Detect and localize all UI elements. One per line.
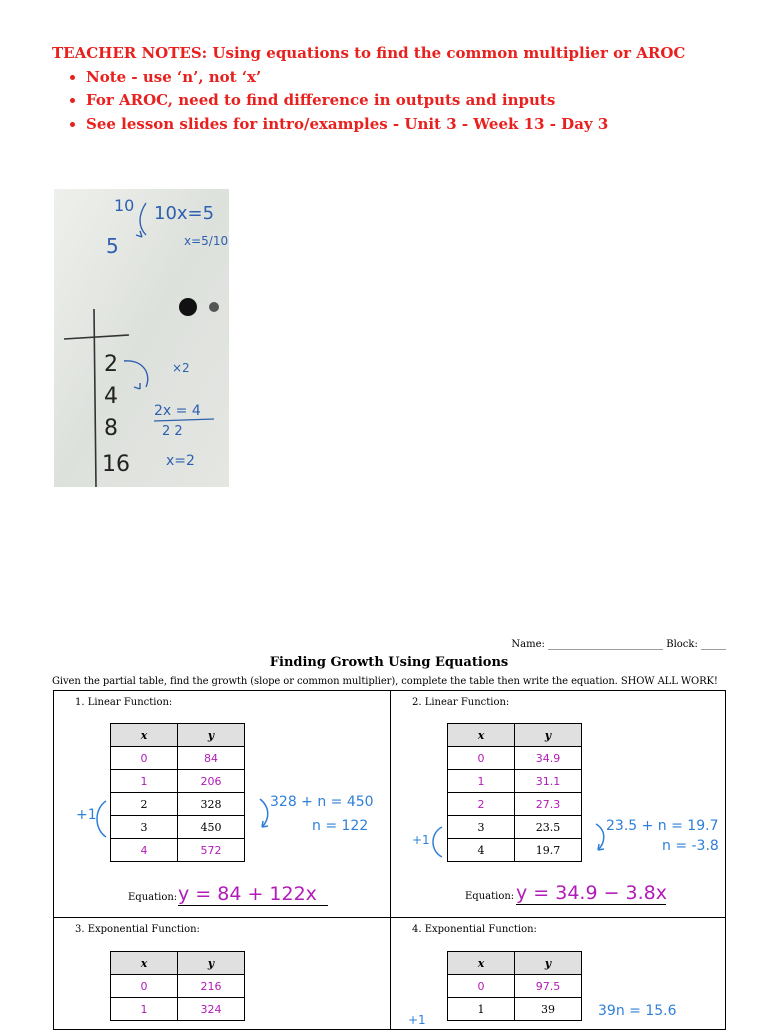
table-cell: 27.3 bbox=[515, 793, 582, 816]
wb-text: 8 bbox=[104, 416, 118, 441]
table-cell: 97.5 bbox=[515, 975, 582, 998]
table-cell: 0 bbox=[448, 975, 515, 998]
worksheet-title: Finding Growth Using Equations bbox=[269, 655, 509, 670]
table-cell: 3 bbox=[111, 816, 178, 839]
work-line: n = 122 bbox=[312, 818, 369, 834]
grid-divider-horizontal bbox=[54, 917, 725, 918]
wb-text: 10 bbox=[114, 196, 135, 215]
table-cell: 0 bbox=[448, 747, 515, 770]
table-cell: 1 bbox=[448, 998, 515, 1021]
table-cell: 216 bbox=[178, 975, 245, 998]
table-cell: 206 bbox=[178, 770, 245, 793]
problem-2-table bbox=[447, 723, 582, 862]
bracket-icon bbox=[92, 799, 108, 839]
col-header-y: y bbox=[515, 724, 582, 747]
col-header-x: x bbox=[111, 724, 178, 747]
wb-text: 16 bbox=[102, 452, 130, 477]
wb-text: x=5/10 bbox=[184, 234, 229, 248]
wb-text: ×2 bbox=[172, 361, 190, 375]
table-cell: 572 bbox=[178, 839, 245, 862]
step-note: +1 bbox=[76, 807, 97, 823]
whiteboard-photo bbox=[54, 189, 229, 487]
problem-1-label: 1. Linear Function: bbox=[75, 697, 173, 708]
table-cell: 2 bbox=[111, 793, 178, 816]
col-header-x: x bbox=[448, 952, 515, 975]
wb-text: 5 bbox=[106, 234, 119, 258]
step-note: +1 bbox=[408, 1013, 426, 1027]
work-line: n = -3.8 bbox=[662, 838, 719, 854]
wb-text: 10x=5 bbox=[154, 203, 215, 224]
table-cell: 450 bbox=[178, 816, 245, 839]
table-cell: 84 bbox=[178, 747, 245, 770]
note-bullet: • For AROC, need to find difference in outputs and inputs bbox=[86, 89, 752, 113]
work-line: 328 + n = 450 bbox=[270, 794, 374, 810]
bracket-icon bbox=[428, 825, 444, 859]
wb-text: x=2 bbox=[166, 453, 195, 469]
problem-2-label: 2. Linear Function: bbox=[412, 697, 510, 708]
problem-1-table bbox=[110, 723, 245, 862]
col-header-x: x bbox=[111, 952, 178, 975]
col-header-y: y bbox=[178, 724, 245, 747]
table-cell: 328 bbox=[178, 793, 245, 816]
table-cell: 23.5 bbox=[515, 816, 582, 839]
name-block-line: Name: _______________________ Block: _____ bbox=[511, 639, 726, 650]
wb-text: 2 2 bbox=[162, 424, 183, 439]
table-cell: 1 bbox=[448, 770, 515, 793]
work-line: 23.5 + n = 19.7 bbox=[606, 818, 719, 834]
teacher-notes-list bbox=[52, 66, 752, 137]
worksheet-instructions: Given the partial table, find the growth (slope or common multiplier), complete the table then write the equation. SHOW ALL WORK! bbox=[52, 676, 718, 687]
work-line: 39n = 15.6 bbox=[598, 1003, 677, 1019]
whiteboard-drawing bbox=[54, 189, 229, 487]
problem-4-label: 4. Exponential Function: bbox=[412, 924, 537, 935]
problem-3-label: 3. Exponential Function: bbox=[75, 924, 200, 935]
note-bullet: • See lesson slides for intro/examples - Unit 3 - Week 13 - Day 3 bbox=[86, 113, 752, 137]
equation-label: Equation: bbox=[128, 892, 178, 903]
table-cell: 19.7 bbox=[515, 839, 582, 862]
table-cell: 0 bbox=[111, 975, 178, 998]
table-cell: 324 bbox=[178, 998, 245, 1021]
table-cell: 1 bbox=[111, 770, 178, 793]
table-cell: 0 bbox=[111, 747, 178, 770]
step-note: +1 bbox=[412, 833, 430, 847]
table-cell: 4 bbox=[111, 839, 178, 862]
col-header-y: y bbox=[178, 952, 245, 975]
equation-answer: y = 84 + 122x bbox=[178, 883, 328, 906]
table-cell: 34.9 bbox=[515, 747, 582, 770]
wb-text: 4 bbox=[104, 384, 118, 409]
problem-4-table bbox=[447, 951, 582, 1021]
table-cell: 2 bbox=[448, 793, 515, 816]
col-header-x: x bbox=[448, 724, 515, 747]
grid-divider-vertical bbox=[390, 691, 391, 1029]
col-header-y: y bbox=[515, 952, 582, 975]
table-cell: 3 bbox=[448, 816, 515, 839]
teacher-notes bbox=[52, 42, 752, 136]
table-cell: 31.1 bbox=[515, 770, 582, 793]
wb-text: 2x = 4 bbox=[154, 403, 201, 419]
wb-text: 2 bbox=[104, 352, 118, 377]
table-cell: 4 bbox=[448, 839, 515, 862]
problems-grid bbox=[53, 690, 726, 1030]
note-bullet: • Note - use ‘n’, not ‘x’ bbox=[86, 66, 752, 90]
table-cell: 1 bbox=[111, 998, 178, 1021]
problem-3-table bbox=[110, 951, 245, 1021]
equation-label: Equation: bbox=[465, 891, 515, 902]
table-cell: 39 bbox=[515, 998, 582, 1021]
teacher-notes-heading: TEACHER NOTES: Using equations to find the common multiplier or AROC bbox=[52, 44, 686, 62]
equation-answer: y = 34.9 − 3.8x bbox=[516, 882, 668, 904]
